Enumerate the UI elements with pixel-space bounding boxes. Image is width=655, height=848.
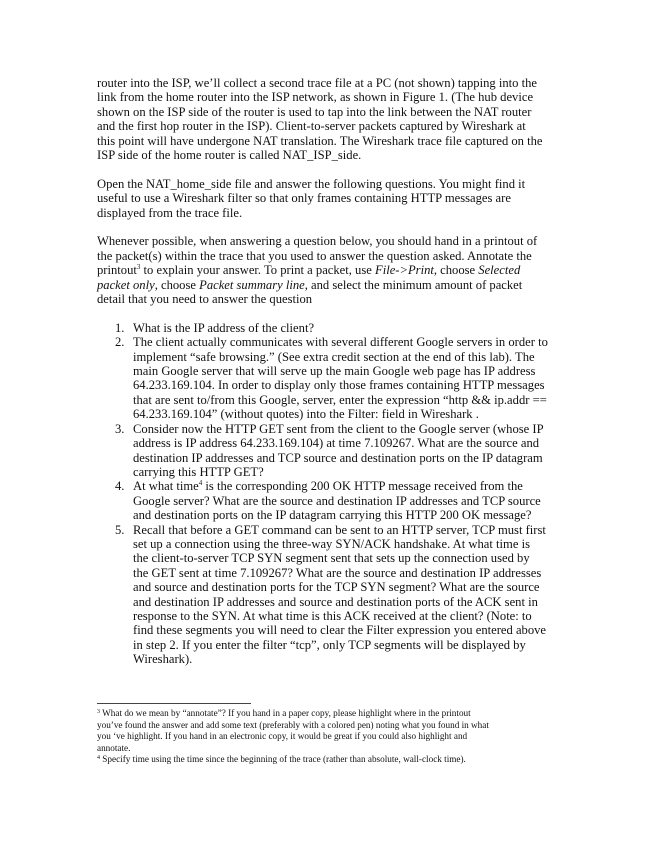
italic-text: File->Print [375,263,434,278]
footnote-line [97,720,567,732]
text-run: this point will have undergone NAT translation. The Wireshark trace file captured on the [97,133,543,148]
text-run: Consider now the HTTP GET sent from the client to the Google server (whose IP [133,421,544,436]
paragraph [97,234,567,306]
text-run: response to the SYN. At what time is this ACK received at the client? (Note: to [133,608,532,623]
question-list [97,321,567,667]
footnotes [97,708,567,766]
footnote-line [97,731,567,743]
text-run: , choose [433,263,479,278]
footnote-marker: 3 [97,709,100,715]
text-run: the packet(s) within the trace that you used to answer the question asked. Annotate the [97,248,532,263]
paragraph-line [97,249,567,263]
paragraph-line [97,278,567,292]
footnote-divider [97,703,251,704]
footnote-marker: 4 [97,755,100,762]
text-run: address is IP address 64.233.169.104) at time 7.109267. What are the source and [133,436,540,451]
paragraph-line [97,76,567,90]
question-line [133,364,567,378]
text-run: , choose [154,277,200,292]
paragraph-line [97,234,567,248]
text-run: ISP side of the home router is called NAT_ISP_side. [97,148,362,163]
footnote [97,708,567,754]
paragraph-line [97,134,567,148]
text-run: annotate. [97,742,131,753]
question-line [133,479,567,493]
text-run: printout [97,263,137,278]
question-line [133,350,567,364]
text-run: Specify time using the time since the beginning of the trace (rather than absolute, wall-clock time). [100,754,466,765]
paragraph-line [97,177,567,191]
text-run: The client actually communicates with several different Google servers in order to [133,335,548,350]
text-run: and destination IP addresses and source and destination ports of the ACK sent in [133,594,538,609]
footnote-line [97,743,567,755]
text-run: 64.233.169.104. In order to display only those frames containing HTTP messages [133,378,545,393]
footnote-marker: 3 [136,263,141,272]
text-run: detail that you need to answer the question [97,292,313,307]
question-line [133,580,567,594]
question-line [133,523,567,537]
paragraph [97,177,567,220]
text-run: to explain your answer. To print a packet, use [140,263,375,278]
italic-text: Selected [478,263,521,278]
question-number: 2. [115,335,125,350]
question-number: 5. [115,522,125,537]
text-run: link from the home router into the ISP network, as shown in Figure 1. (The hub device [97,90,534,105]
text-run: you’ve found the answer and add some text (preferably with a colored pen) noting what you found in what [97,719,489,730]
question-item [97,335,567,421]
footnote [97,754,567,766]
text-run: main Google server that will serve up the main Google web page has IP address [133,364,536,379]
text-run: useful to use a Wireshark filter so that only frames containing HTTP messages are [97,191,511,206]
paragraph-line [97,263,567,277]
text-run: At what time [133,479,199,494]
question-line [133,393,567,407]
question-line [133,537,567,551]
question-line [133,638,567,652]
text-run: set up a connection using the three-way SYN/ACK handshake. At what time is [133,536,530,551]
question-number: 4. [115,479,125,494]
question-line [133,451,567,465]
question-line [133,508,567,522]
footnote-marker: 4 [198,479,203,488]
question-number: 3. [115,421,125,436]
question-line [133,465,567,479]
question-line [133,609,567,623]
question-line [133,335,567,349]
question-number: 1. [115,320,125,335]
text-run: and the first hop router in the ISP). Client-to-server packets captured by Wireshark at [97,119,526,134]
text-run: find these segments you will need to clear the Filter expression you entered above [133,623,547,638]
text-run: in step 2. If you enter the filter “tcp”, only TCP segments will be displayed by [133,637,526,652]
question-line [133,436,567,450]
paragraphs [97,76,567,306]
text-run: router into the ISP, we’ll collect a second trace file at a PC (not shown) tapping into the [97,76,537,90]
question-line [133,407,567,421]
question-line [133,595,567,609]
question-line [133,321,567,335]
footnote-line [97,708,567,720]
footnote-line [97,754,567,766]
text-run: Recall that before a GET command can be sent to an HTTP server, TCP must first [133,522,546,537]
text-run: carrying this HTTP GET? [133,464,264,479]
text-run: and select the minimum amount of packet [307,277,523,292]
text-run: that are sent to/from this Google, server, enter the expression “http && ip.addr == [133,392,547,407]
paragraph-line [97,206,567,220]
text-run: displayed from the trace file. [97,205,243,220]
question-line [133,652,567,666]
text-run: Open the NAT_home_side file and answer the following questions. You might find it [97,176,526,191]
text-run: What do we mean by “annotate”? If you hand in a paper copy, please highlight where in the printout [100,708,471,718]
question-line [133,494,567,508]
text-run: Wireshark). [133,652,193,667]
text-run: and source and destination ports for the TCP SYN segment? What are the source [133,580,540,595]
question-item [97,523,567,667]
question-line [133,422,567,436]
question-line [133,551,567,565]
text-run: shown on the ISP side of the router is used to tap into the link between the NAT router [97,104,532,119]
text-run: 64.233.169.104” (without quotes) into the Filter: field in Wireshark . [133,407,479,422]
paragraph-line [97,191,567,205]
question-item [97,422,567,480]
question-line [133,623,567,637]
question-item [97,321,567,335]
text-run: destination IP addresses and TCP source and destination ports on the IP datagram [133,450,543,465]
paragraph-line [97,119,567,133]
paragraph-line [97,105,567,119]
text-run: What is the IP address of the client? [133,320,315,335]
text-run: and destination ports on the IP datagram carrying this HTTP 200 OK message? [133,508,532,523]
paragraph-line [97,90,567,104]
paragraph-line [97,148,567,162]
question-line [133,566,567,580]
paragraph [97,76,567,162]
italic-text: Packet summary line, [199,277,308,292]
text-run: implement “safe browsing.” (See extra credit section at the end of this lab). The [133,349,535,364]
document-body [97,76,567,667]
question-item [97,479,567,522]
text-run: Whenever possible, when answering a question below, you should hand in a printout of [97,234,538,249]
italic-text: packet only [97,277,155,292]
text-run: the client-to-server TCP SYN segment sent that sets up the connection used by [133,551,530,566]
text-run: you ‘ve highlight. If you hand in an electronic copy, it would be great if you could also highlight and [97,731,468,742]
text-run: Google server? What are the source and destination IP addresses and TCP source [133,493,541,508]
question-line [133,378,567,392]
text-run: the GET sent at time 7.109267? What are the source and destination IP addresses [133,565,542,580]
paragraph-line [97,292,567,306]
text-run: is the corresponding 200 OK HTTP message received from the [202,479,523,494]
